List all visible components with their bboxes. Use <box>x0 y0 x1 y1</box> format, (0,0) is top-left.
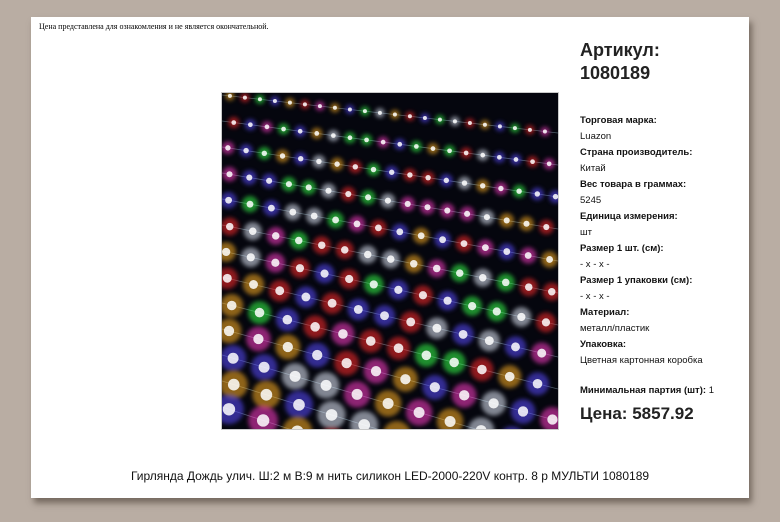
led-bulb <box>306 184 312 190</box>
led-bulb <box>389 170 394 175</box>
led-bulb <box>301 293 310 302</box>
property-material <box>580 305 745 337</box>
led-bulb <box>348 135 353 140</box>
property-country <box>580 145 745 177</box>
led-bulb <box>289 209 296 216</box>
led-bulb <box>354 305 363 314</box>
led-bulb <box>223 274 232 283</box>
led-bulb <box>432 324 441 333</box>
led-bulb <box>553 194 558 199</box>
led-bulb <box>518 406 528 416</box>
led-bulb <box>505 372 515 382</box>
led-bulb <box>249 227 256 235</box>
led-bulb <box>433 265 441 273</box>
led-bulb <box>303 102 307 106</box>
property-value: - x - x - <box>580 259 610 270</box>
led-bulb <box>226 171 232 177</box>
led-bulb <box>394 286 402 294</box>
led-bulb <box>225 197 232 204</box>
led-bulb <box>366 336 376 346</box>
led-bulb <box>296 264 304 272</box>
led-bulb <box>331 133 336 138</box>
led-bulb <box>482 244 489 251</box>
price-value: 5857.92 <box>632 404 694 423</box>
led-bulb <box>480 153 485 158</box>
led-bulb <box>530 159 535 164</box>
led-bulb <box>498 124 502 128</box>
led-bulb <box>414 144 419 149</box>
product-info <box>580 39 745 424</box>
led-bulb <box>380 311 389 320</box>
led-bulb <box>502 279 510 287</box>
led-bulb <box>407 172 412 177</box>
led-bulb <box>314 131 319 136</box>
led-bulb <box>247 253 255 261</box>
led-bulb <box>468 302 476 310</box>
property-label: Единица измерения: <box>580 211 678 222</box>
led-bulb <box>226 223 234 231</box>
led-bulb <box>293 399 305 411</box>
led-bulb <box>443 297 451 305</box>
led-bulb <box>393 113 397 117</box>
led-bulb <box>259 362 270 373</box>
led-bulb <box>286 181 292 187</box>
led-bulb <box>375 224 382 231</box>
led-bulb <box>333 106 337 110</box>
led-bulb <box>497 155 502 160</box>
led-bulb <box>341 246 349 254</box>
led-bulb <box>257 414 269 426</box>
led-bulb <box>516 189 521 194</box>
price-label: Цена: <box>580 404 628 423</box>
led-bulb <box>498 186 503 191</box>
led-bulb <box>328 299 337 308</box>
led-bulb <box>511 342 520 351</box>
led-bulb <box>231 120 236 125</box>
led-bulb <box>394 343 404 353</box>
led-bulb <box>298 156 303 161</box>
led-bulb <box>228 94 232 98</box>
led-bulb <box>249 280 258 289</box>
led-bulb <box>485 336 494 345</box>
led-bulb <box>462 180 467 185</box>
led-bulb <box>423 116 427 120</box>
led-bulb <box>243 96 247 100</box>
led-bulb <box>408 114 412 118</box>
led-bulb <box>397 142 402 147</box>
property-brand <box>580 113 745 145</box>
led-bulb <box>247 201 254 208</box>
min-batch <box>580 384 745 398</box>
led-bulb <box>456 269 464 277</box>
led-bulb <box>320 269 328 277</box>
led-bulb <box>547 161 552 166</box>
garland-image <box>222 93 558 429</box>
led-bulb <box>224 326 234 336</box>
led-bulb <box>316 159 321 164</box>
led-bulb <box>364 138 369 143</box>
led-bulb <box>546 256 553 263</box>
led-bulb <box>493 307 501 315</box>
led-bulb <box>535 191 540 196</box>
led-bulb <box>517 313 525 321</box>
led-bulb <box>223 403 235 415</box>
led-bulb <box>523 221 529 227</box>
property-value: Цветная картонная коробка <box>580 355 703 366</box>
led-bulb <box>542 318 550 326</box>
property-packaging <box>580 337 745 369</box>
led-bulb <box>228 379 240 391</box>
property-label: Упаковка: <box>580 339 627 350</box>
led-bulb <box>425 175 430 180</box>
product-photo <box>221 92 559 430</box>
led-bulb <box>271 259 279 267</box>
led-bulb <box>480 183 485 188</box>
led-bulb <box>332 217 339 224</box>
property-label: Материал: <box>580 307 630 318</box>
led-bulb <box>439 236 446 243</box>
led-bulb <box>371 366 381 376</box>
led-bulb <box>533 379 543 389</box>
led-bulb <box>461 240 468 247</box>
led-bulb <box>464 211 470 217</box>
led-bulb <box>326 409 338 421</box>
led-bulb <box>352 389 363 400</box>
led-bulb <box>266 178 272 184</box>
led-bulb <box>334 161 339 166</box>
property-label: Торговая марка: <box>580 115 657 126</box>
property-label: Размер 1 шт. (см): <box>580 243 664 254</box>
article-label: Артикул: <box>580 40 660 60</box>
led-bulb <box>378 111 382 115</box>
property-item-size <box>580 241 745 273</box>
led-bulb <box>528 128 532 132</box>
led-bulb <box>345 191 351 197</box>
product-sheet <box>31 17 749 498</box>
led-bulb <box>387 255 395 263</box>
led-bulb <box>354 221 361 228</box>
property-value: Luazon <box>580 131 612 142</box>
property-label: Страна производитель: <box>580 147 693 158</box>
property-package-size <box>580 273 745 305</box>
led-bulb <box>255 308 265 318</box>
led-bulb <box>383 398 394 409</box>
led-bulb <box>253 334 263 344</box>
led-bulb <box>405 201 411 207</box>
led-bulb <box>371 167 376 172</box>
led-bulb <box>453 119 457 123</box>
led-bulb <box>525 252 532 259</box>
led-bulb <box>258 97 262 101</box>
led-bulb <box>261 389 273 401</box>
led-bulb <box>283 342 293 352</box>
led-bulb <box>246 175 252 181</box>
led-bulb <box>273 99 277 103</box>
led-bulb <box>464 151 469 156</box>
led-bulb <box>468 121 472 125</box>
led-bulb <box>444 208 450 214</box>
led-bulb <box>227 301 237 311</box>
led-bulb <box>513 126 517 130</box>
product-title: Гирлянда Дождь улич. Ш:2 м В:9 м нить силикон LED-2000-220V контр. 8 р МУЛЬТИ 1080189 <box>130 469 650 483</box>
led-bulb <box>318 104 322 108</box>
led-bulb <box>430 382 440 392</box>
led-bulb <box>483 123 487 127</box>
led-bulb <box>265 125 270 130</box>
led-bulb <box>525 283 533 291</box>
price-disclaimer: Цена представлена для ознакомления и не является окончательной. <box>39 22 269 31</box>
led-bulb <box>295 237 303 245</box>
led-bulb <box>410 260 418 268</box>
led-bulb <box>272 232 280 240</box>
led-bulb <box>338 329 348 339</box>
led-glow <box>499 426 525 429</box>
led-bulb <box>396 228 403 235</box>
article-number: 1080189 <box>580 63 651 83</box>
led-bulb <box>290 371 301 382</box>
led-bulb <box>424 204 430 210</box>
led-bulb <box>222 248 230 256</box>
led-bulb <box>281 127 286 132</box>
led-bulb <box>400 374 410 384</box>
led-bulb <box>280 153 285 158</box>
led-bulb <box>445 416 456 427</box>
min-batch-value: 1 <box>708 385 714 396</box>
led-bulb <box>381 140 386 145</box>
led-bulb <box>431 146 436 151</box>
led-bulb <box>228 353 239 364</box>
led-bulb <box>311 213 318 220</box>
led-bulb <box>548 288 556 296</box>
led-bulb <box>365 194 371 200</box>
led-glow <box>317 428 347 429</box>
led-bulb <box>243 148 248 153</box>
led-bulb <box>444 178 449 183</box>
led-bulb <box>449 358 459 368</box>
led-bulb <box>321 380 332 391</box>
led-bulb <box>370 280 378 288</box>
led-bulb <box>479 274 487 282</box>
led-bulb <box>288 101 292 105</box>
led-bulb <box>438 118 442 122</box>
led-bulb <box>406 317 415 326</box>
led-bulb <box>537 349 546 358</box>
property-value: шт <box>580 227 592 238</box>
led-bulb <box>385 198 391 204</box>
led-bulb <box>345 275 353 283</box>
property-label: Размер 1 упаковки (см): <box>580 275 693 286</box>
led-bulb <box>310 322 320 332</box>
led-bulb <box>414 407 425 418</box>
led-bulb <box>543 130 547 134</box>
led-bulb <box>363 109 367 113</box>
led-bulb <box>268 205 275 212</box>
led-bulb <box>514 157 519 162</box>
property-value: металл/пластик <box>580 323 650 334</box>
led-bulb <box>459 330 468 339</box>
property-unit <box>580 209 745 241</box>
property-label: Вес товара в граммах: <box>580 179 687 190</box>
led-bulb <box>348 107 352 111</box>
led-bulb <box>262 151 267 156</box>
led-bulb <box>419 291 427 299</box>
led-glow <box>383 421 411 429</box>
led-bulb <box>341 358 351 368</box>
led-bulb <box>547 414 557 424</box>
min-batch-label: Минимальная партия (шт): <box>580 385 707 396</box>
property-value: Китай <box>580 163 606 174</box>
led-bulb <box>484 214 490 220</box>
led-bulb <box>283 315 293 325</box>
property-weight <box>580 177 745 209</box>
led-bulb <box>459 390 469 400</box>
led-bulb <box>422 351 432 361</box>
led-bulb <box>488 398 498 408</box>
price <box>580 404 745 424</box>
led-bulb <box>477 365 487 375</box>
led-bulb <box>312 350 322 360</box>
led-bulb <box>364 251 372 259</box>
led-bulb <box>447 148 452 153</box>
property-list <box>580 113 745 369</box>
led-bulb <box>318 241 326 249</box>
led-bulb <box>543 224 549 230</box>
led-bulb <box>225 145 230 150</box>
led-bulb <box>298 129 303 134</box>
led-bulb <box>275 286 284 295</box>
led-bulb <box>248 122 253 127</box>
led-bulb <box>353 164 358 169</box>
property-value: 5245 <box>580 195 602 206</box>
led-bulb <box>325 188 331 194</box>
led-bulb <box>418 232 425 239</box>
led-bulb <box>504 217 510 223</box>
property-value: - x - x - <box>580 291 610 302</box>
led-bulb <box>503 248 510 255</box>
